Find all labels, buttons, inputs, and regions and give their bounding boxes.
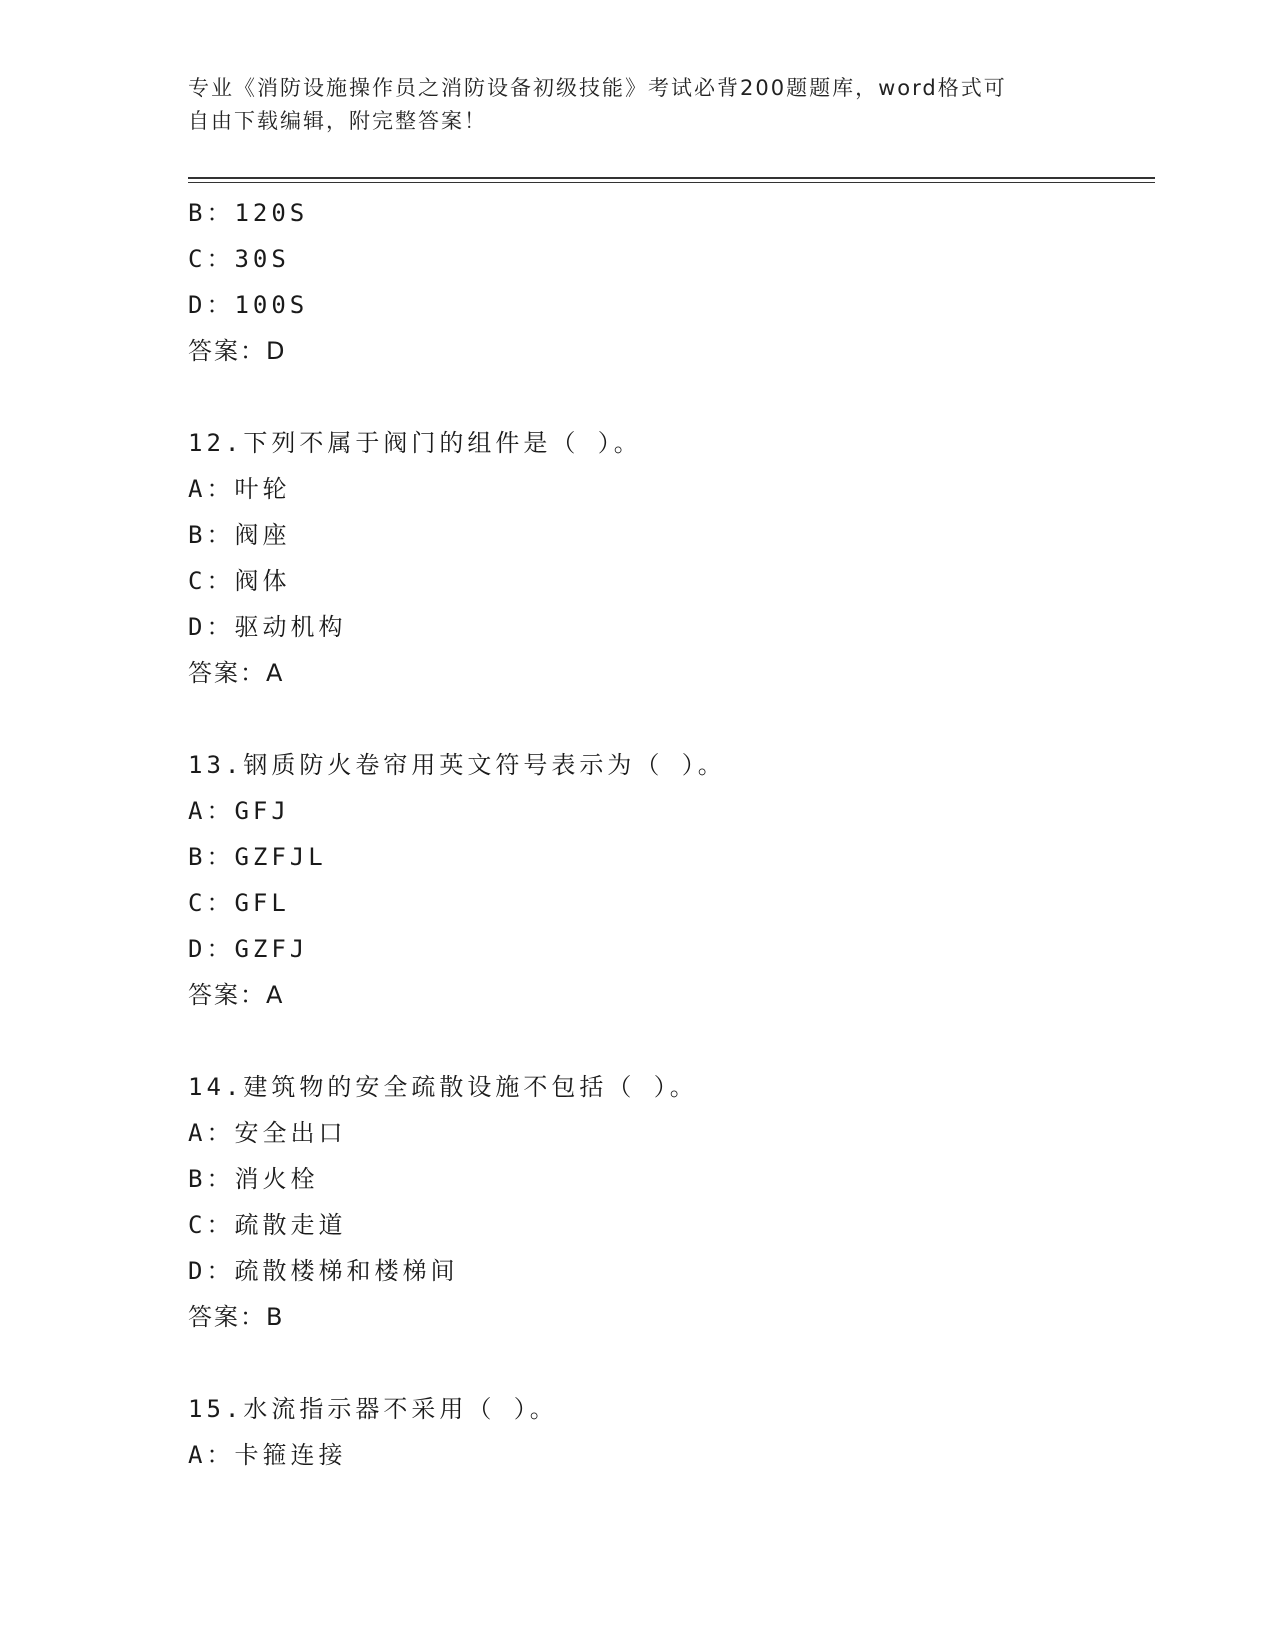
- option-d: D：驱动机构: [188, 613, 347, 641]
- header-title-line-2: 自由下载编辑，附完整答案！: [188, 109, 487, 133]
- answer-line: 答案：A: [188, 659, 285, 687]
- option-d: D：疏散楼梯和楼梯间: [188, 1257, 459, 1285]
- answer-line: 答案：D: [188, 337, 287, 365]
- option-c: C：阀体: [188, 567, 291, 595]
- answer-line: 答案：A: [188, 981, 285, 1009]
- option-b: B：消火栓: [188, 1165, 319, 1193]
- question-15: 15.水流指示器不采用（ ）。: [188, 1395, 558, 1423]
- header-title-line-1: 专业《消防设施操作员之消防设备初级技能》考试必背200题题库，word格式可: [188, 76, 1007, 100]
- option-d: D：GZFJ: [188, 935, 309, 963]
- option-a: A：安全出口: [188, 1119, 347, 1147]
- answer-line: 答案：B: [188, 1303, 285, 1331]
- question-12: 12.下列不属于阀门的组件是（ ）。: [188, 429, 642, 457]
- option-a: A：卡箍连接: [188, 1441, 347, 1469]
- header-divider: [188, 177, 1155, 179]
- question-14: 14.建筑物的安全疏散设施不包括（ ）。: [188, 1073, 698, 1101]
- option-b: B：阀座: [188, 521, 291, 549]
- option-c: C：GFL: [188, 889, 290, 917]
- option-c: C：30S: [188, 245, 290, 273]
- option-a: A：GFJ: [188, 797, 290, 825]
- question-list: [188, 190, 1148, 1478]
- document-header: [188, 72, 1068, 138]
- option-d: D：100S: [188, 291, 309, 319]
- option-b: B：120S: [188, 199, 309, 227]
- option-a: A：叶轮: [188, 475, 291, 503]
- option-b: B：GZFJL: [188, 843, 327, 871]
- option-c: C：疏散走道: [188, 1211, 347, 1239]
- question-13: 13.钢质防火卷帘用英文符号表示为（ ）。: [188, 751, 726, 779]
- header-divider-thin: [188, 182, 1155, 183]
